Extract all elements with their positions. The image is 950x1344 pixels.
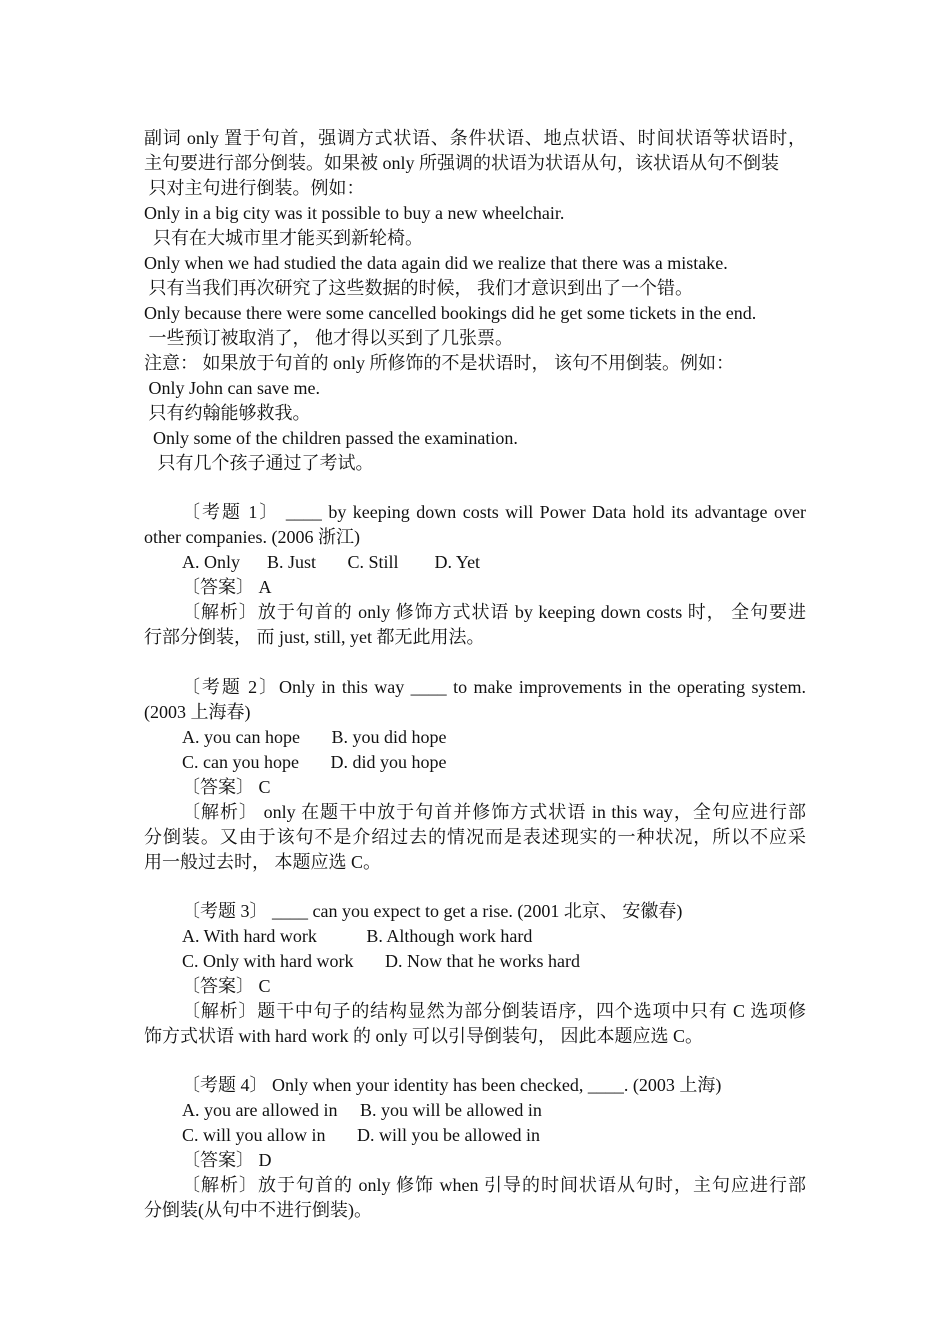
example-line: Only because there were some cancelled bookings did he get some tickets in the end. [144, 303, 757, 323]
question-4-answer: 〔答案〕 D [182, 1150, 272, 1170]
example-line: 只有当我们再次研究了这些数据的时候， 我们才意识到出了一个错。 [144, 278, 693, 298]
question-3-answer: 〔答案〕 C [182, 976, 271, 996]
example-line: Only John can save me. [144, 378, 320, 398]
question-4-options: C. will you allow in D. will you be allowed in [182, 1125, 540, 1145]
note-line: 注意： 如果放于句首的 only 所修饰的不是状语时， 该句不用倒装。例如： [144, 353, 734, 373]
question-2-answer: 〔答案〕 C [182, 777, 271, 797]
question-2-stem: (2003 上海春) [144, 702, 251, 722]
question-1-stem: other companies. (2006 浙江) [144, 527, 360, 547]
intro-line: 只对主句进行倒装。例如： [144, 178, 365, 198]
question-2-options: C. can you hope D. did you hope [182, 752, 447, 772]
question-1-answer: 〔答案〕 A [182, 577, 272, 597]
example-line: 只有几个孩子通过了考试。 [144, 453, 374, 473]
question-2-stem: 〔考题 2〕Only in this way ____ to make improvements in the operating system. [182, 677, 806, 697]
intro-line: 主句要进行部分倒装。如果被 only 所强调的状语为状语从句，该状语从句不倒装 [144, 153, 779, 173]
question-3-options: C. Only with hard work D. Now that he works hard [182, 951, 580, 971]
example-line: Only when we had studied the data again did we realize that there was a mistake. [144, 253, 728, 273]
intro-line: 副词 only 置于句首，强调方式状语、条件状语、地点状语、时间状语等状语时， [144, 128, 806, 148]
question-3-analysis: 〔解析〕题干中句子的结构显然为部分倒装语序，四个选项中只有 C 选项修 [182, 1001, 806, 1021]
question-2-analysis: 用一般过去时， 本题应选 C。 [144, 852, 382, 872]
question-2-analysis: 〔解析〕 only 在题干中放于句首并修饰方式状语 in this way，全句应进行部 [182, 802, 806, 822]
question-1-analysis: 〔解析〕放于句首的 only 修饰方式状语 by keeping down costs 时， 全句要进 [182, 602, 806, 622]
question-3-analysis: 饰方式状语 with hard work 的 only 可以引导倒装句， 因此本题应选 C。 [144, 1026, 703, 1046]
question-4-stem: 〔考题 4〕 Only when your identity has been checked, ____. (2003 上海) [182, 1075, 722, 1095]
question-3-stem: 〔考题 3〕 ____ can you expect to get a rise. (2001 北京、 安徽春) [182, 901, 683, 921]
example-line: Only in a big city was it possible to buy a new wheelchair. [144, 203, 565, 223]
question-4-options: A. you are allowed in B. you will be allowed in [182, 1100, 542, 1120]
question-4-analysis: 分倒装(从句中不进行倒装)。 [144, 1200, 372, 1220]
question-1-options: A. Only B. Just C. Still D. Yet [182, 552, 481, 572]
example-line: 一些预订被取消了， 他才得以买到了几张票。 [144, 328, 513, 348]
example-line: Only some of the children passed the examination. [144, 428, 518, 448]
question-4-analysis: 〔解析〕放于句首的 only 修饰 when 引导的时间状语从句时，主句应进行部 [182, 1175, 806, 1195]
example-line: 只有在大城市里才能买到新轮椅。 [144, 228, 423, 248]
question-3-options: A. With hard work B. Although work hard [182, 926, 533, 946]
question-2-analysis: 分倒装。又由于该句不是介绍过去的情况而是表述现实的一种状况，所以不应采 [144, 827, 806, 847]
question-2-options: A. you can hope B. you did hope [182, 727, 447, 747]
question-1-stem: 〔考题 1〕 ____ by keeping down costs will Power Data hold its advantage over [182, 502, 806, 522]
example-line: 只有约翰能够救我。 [144, 403, 311, 423]
question-1-analysis: 行部分倒装， 而 just, still, yet 都无此用法。 [144, 627, 485, 647]
